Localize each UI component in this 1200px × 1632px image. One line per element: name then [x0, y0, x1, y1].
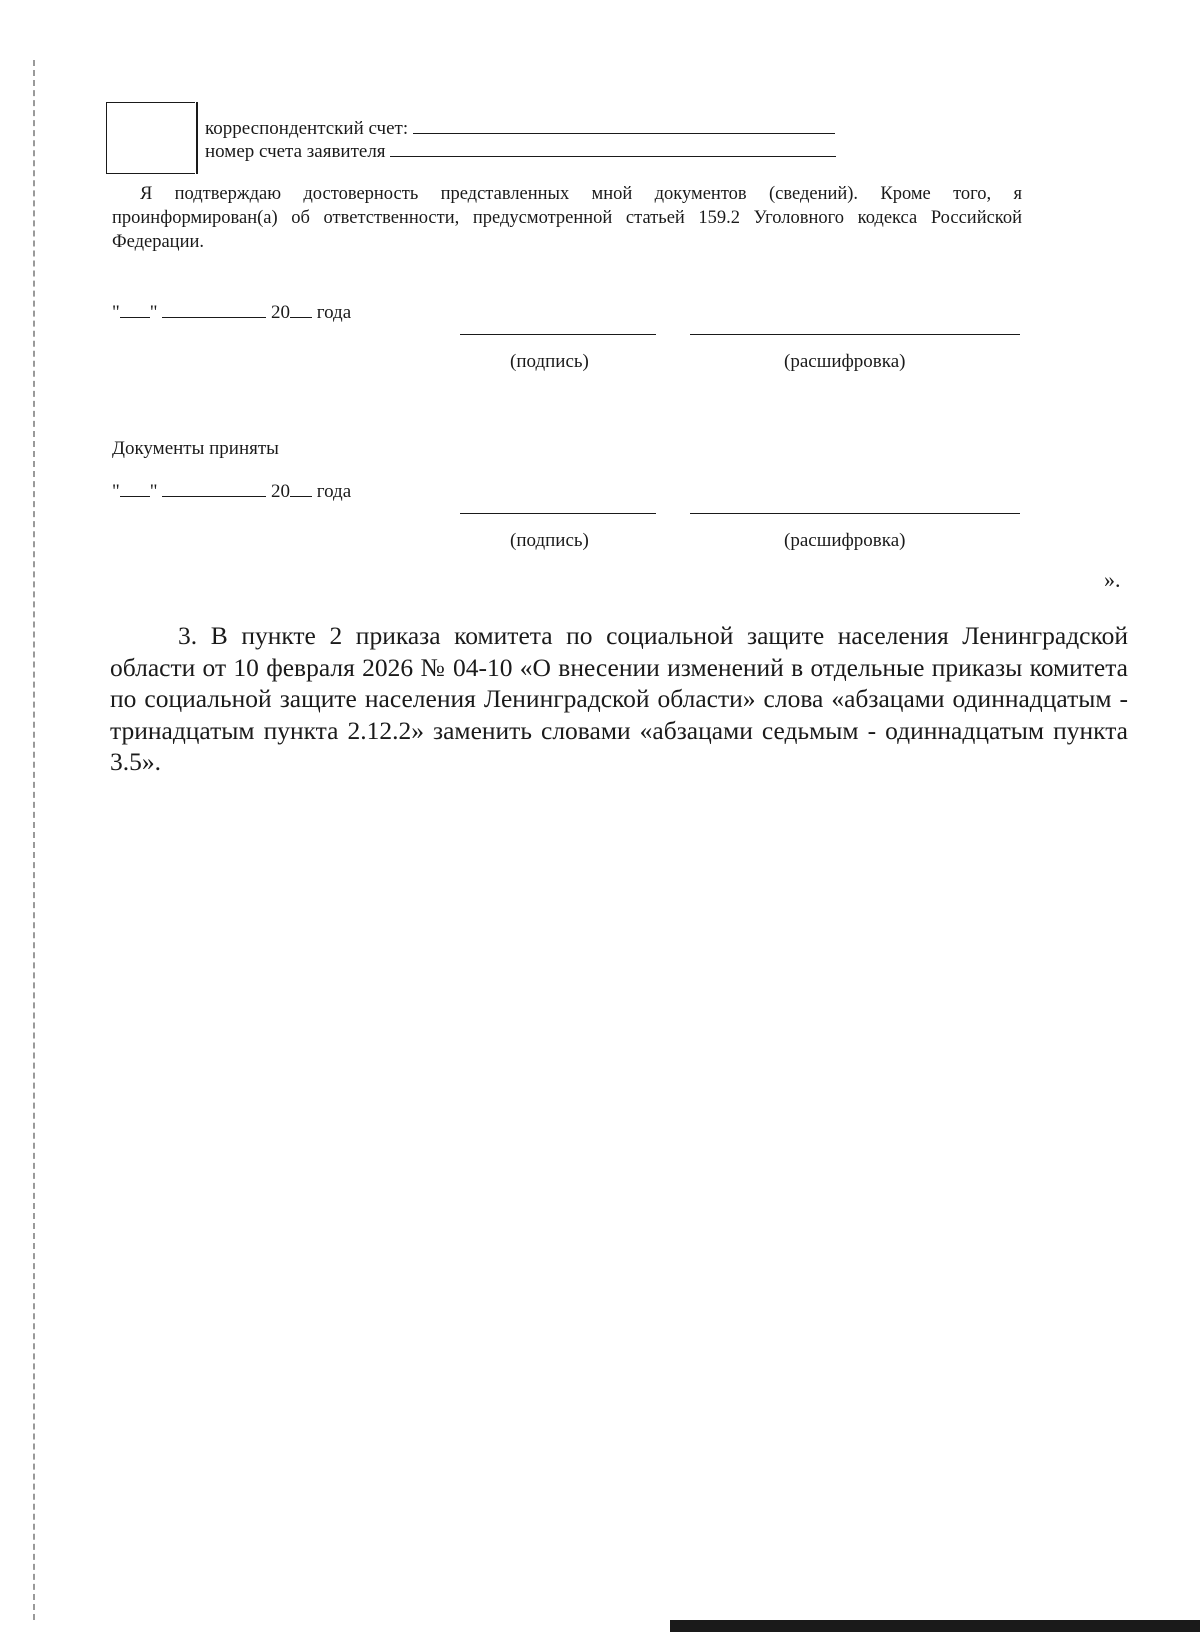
signature-caption: (подпись) — [510, 351, 589, 372]
confirmation-paragraph — [112, 182, 1022, 254]
month-field[interactable] — [162, 482, 266, 497]
item-3-text: 3. В пункте 2 приказа комитета по социальной защите населения Ленинградской области от 10 февраля 2026 № 04-10 «О внесении изменений в отдельные приказы комитета по социальной защите населения Ленинградской области» слова «абзацами одиннадцатым - тринадцатым пункта 2.12.2» заменить словами «абзацами седьмым - одиннадцатым пункта 3.5». — [110, 621, 1128, 776]
date-quote-close: " — [149, 481, 158, 502]
year-suffix: года — [316, 302, 352, 323]
date-row-accepted — [112, 481, 351, 503]
applicant-account-field[interactable] — [390, 140, 836, 157]
scan-binding-line — [33, 60, 35, 1620]
confirmation-text: Я подтверждаю достоверность представленных мной документов (сведений). Кроме того, я проинформирован(а) об ответственности, предусмотренной статьей 159.2 Уголовного кодекса Российской Федерации. — [112, 184, 1022, 252]
day-field[interactable] — [120, 482, 150, 497]
applicant-account-label: номер счета заявителя — [205, 141, 386, 162]
date-quote-open: " — [112, 481, 120, 502]
correspondent-account-label: корреспондентский счет: — [205, 118, 409, 139]
transcript-line-accepted[interactable] — [690, 513, 1020, 514]
year-suffix: года — [316, 481, 352, 502]
year-prefix: 20 — [271, 302, 291, 323]
day-field[interactable] — [120, 303, 150, 318]
signature-line-accepted[interactable] — [460, 513, 656, 514]
transcript-caption: (расшифровка) — [784, 530, 906, 551]
transcript-line-applicant[interactable] — [690, 334, 1020, 335]
signature-line-applicant[interactable] — [460, 334, 656, 335]
account-box — [106, 102, 195, 174]
transcript-caption: (расшифровка) — [784, 351, 906, 372]
applicant-account-row — [205, 140, 836, 163]
date-quote-close: " — [149, 302, 158, 323]
scan-edge-bar — [670, 1620, 1200, 1632]
correspondent-account-field[interactable] — [413, 117, 835, 134]
month-field[interactable] — [162, 303, 266, 318]
date-row-applicant — [112, 302, 351, 324]
signature-caption: (подпись) — [510, 530, 589, 551]
year-field[interactable] — [290, 482, 312, 497]
account-box-divider — [196, 102, 198, 174]
year-prefix: 20 — [271, 481, 291, 502]
closing-quote: ». — [1104, 567, 1121, 592]
item-3-paragraph — [110, 620, 1128, 778]
correspondent-account-row — [205, 117, 835, 140]
date-quote-open: " — [112, 302, 120, 323]
year-field[interactable] — [290, 303, 312, 318]
documents-accepted-label: Документы приняты — [112, 438, 279, 459]
